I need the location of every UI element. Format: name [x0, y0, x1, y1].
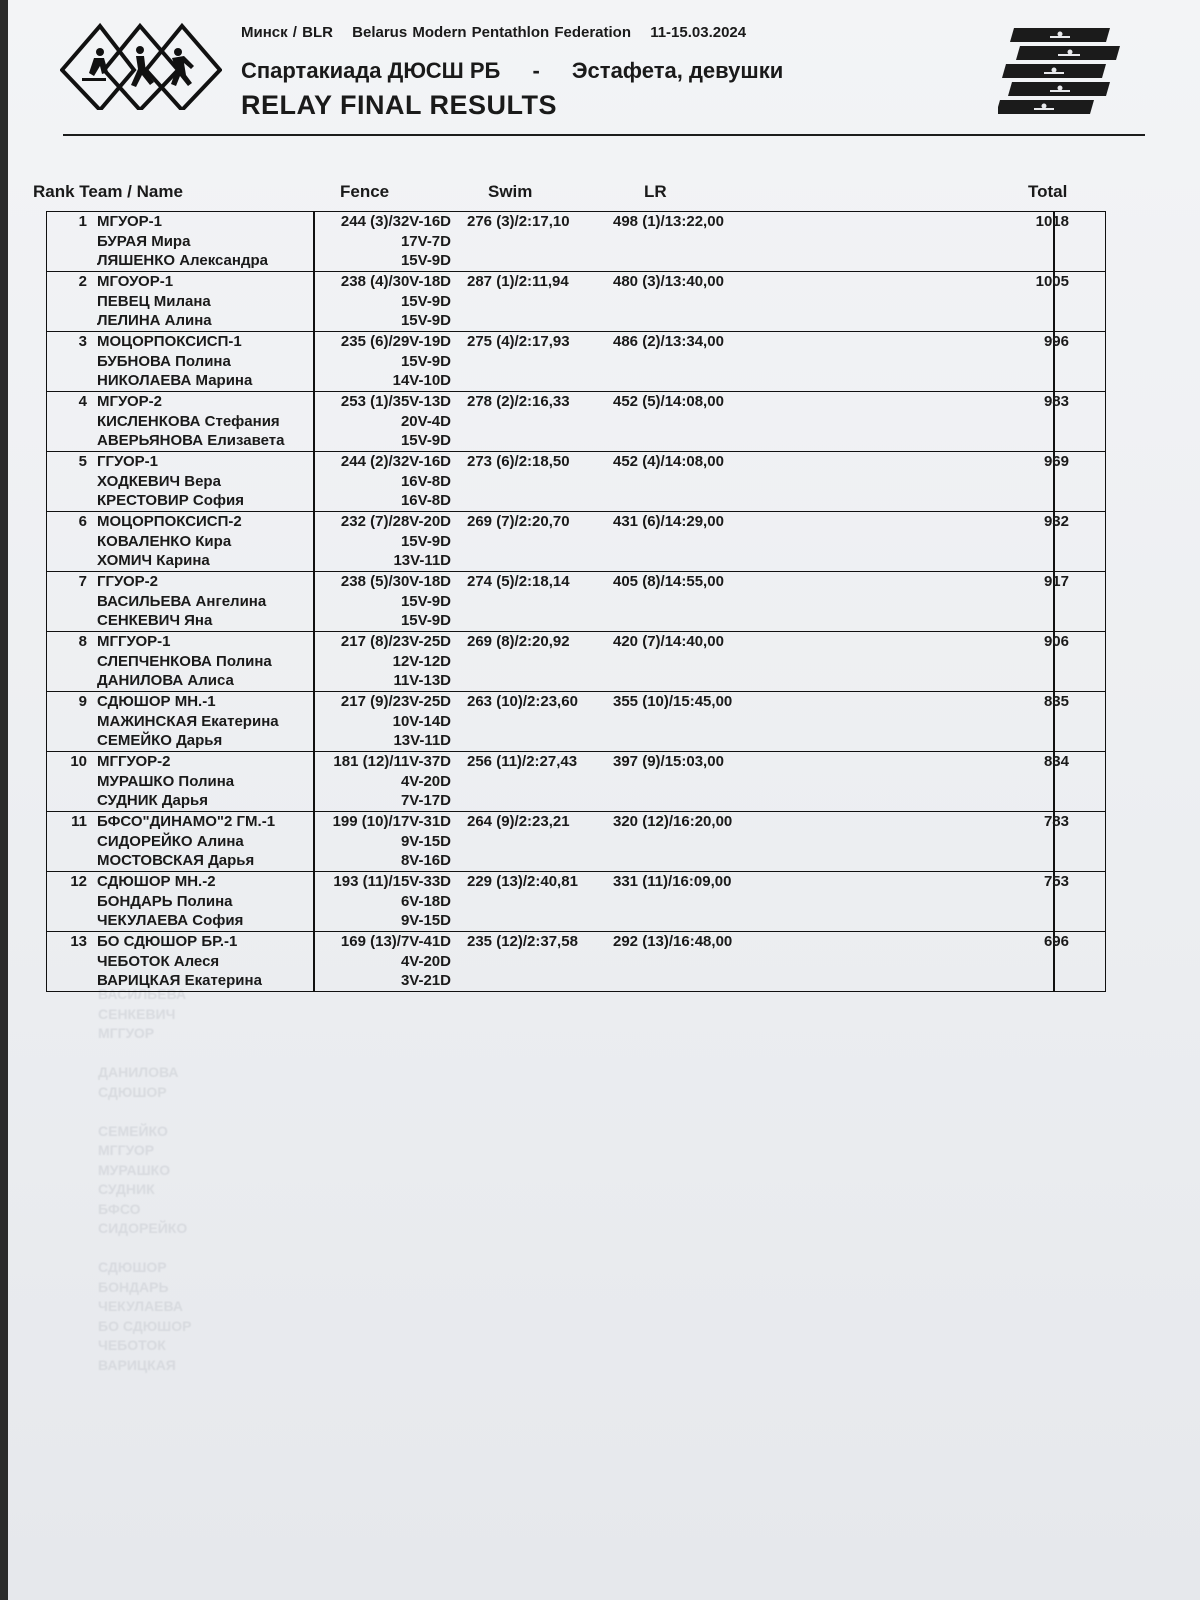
result-rank: 11 — [71, 813, 87, 830]
team-name: МГУОР-1 — [97, 213, 162, 230]
athlete-name: КИСЛЕНКОВА Стефания — [97, 412, 280, 430]
athlete-name: КОВАЛЕНКО Кира — [97, 532, 232, 550]
table-row — [47, 812, 1105, 872]
athlete-fence-score: 4V-20D — [400, 952, 451, 970]
fence-score: 199 (10)/17V-31D — [332, 813, 451, 830]
athlete-fence-score: 6V-18D — [400, 892, 451, 910]
athlete-fence-score: 7V-17D — [400, 792, 451, 809]
athlete-fence-score: 15V-9D — [400, 292, 451, 310]
athlete-name: НИКОЛАЕВА Марина — [97, 372, 253, 389]
fence-score: 244 (2)/32V-16D — [340, 453, 451, 470]
laser-run-score: 320 (12)/16:20,00 — [613, 813, 733, 830]
laser-run-score: 486 (2)/13:34,00 — [613, 333, 724, 350]
athlete-fence-score: 13V-11D — [393, 732, 451, 749]
result-rank: 4 — [78, 393, 87, 410]
total-points: 835 — [1043, 693, 1069, 710]
total-points: 932 — [1043, 513, 1069, 530]
total-points: 1005 — [1035, 273, 1069, 290]
laser-run-score: 498 (1)/13:22,00 — [613, 213, 724, 230]
fence-score: 193 (11)/15V-33D — [333, 873, 451, 890]
table-row — [47, 692, 1105, 752]
athlete-name: МОСТОВСКАЯ Дарья — [97, 852, 255, 869]
fence-score: 217 (8)/23V-25D — [340, 633, 451, 650]
athlete-fence-score: 16V-8D — [400, 492, 451, 509]
result-rank: 2 — [78, 273, 87, 290]
athlete-name: БУБНОВА Полина — [97, 352, 231, 370]
fence-score: 238 (4)/30V-18D — [340, 273, 451, 290]
athlete-fence-score: 9V-15D — [400, 912, 451, 929]
location: Минск / BLR — [241, 24, 333, 41]
athlete-name: ХОДКЕВИЧ Вера — [97, 472, 221, 490]
total-points: 783 — [1043, 813, 1069, 830]
team-name: ГГУОР-1 — [97, 453, 158, 470]
result-rank: 9 — [78, 693, 87, 710]
athlete-name: ЛЯШЕНКО Александра — [97, 252, 268, 269]
table-row — [47, 392, 1105, 452]
swim-score: 264 (9)/2:23,21 — [467, 813, 570, 830]
result-rank: 3 — [78, 333, 87, 350]
athlete-fence-score: 17V-7D — [400, 232, 451, 250]
total-points: 834 — [1043, 753, 1069, 770]
athlete-name: КРЕСТОВИР София — [97, 492, 244, 509]
table-row — [47, 632, 1105, 692]
athlete-fence-score: 20V-4D — [400, 412, 451, 430]
swim-score: 275 (4)/2:17,93 — [467, 333, 570, 350]
athlete-fence-score: 4V-20D — [400, 772, 451, 790]
table-row — [47, 452, 1105, 512]
athlete-name: ХОМИЧ Карина — [97, 552, 210, 569]
fence-score: 253 (1)/35V-13D — [340, 393, 451, 410]
athlete-name: МУРАШКО Полина — [97, 772, 235, 790]
athlete-name: СЛЕПЧЕНКОВА Полина — [97, 652, 272, 670]
pentathlon-stripes-logo — [998, 26, 1138, 126]
athlete-fence-score: 15V-9D — [400, 532, 451, 550]
result-rank: 13 — [70, 933, 87, 950]
laser-run-score: 405 (8)/14:55,00 — [613, 573, 724, 590]
swim-score: 269 (7)/2:20,70 — [467, 513, 570, 530]
athlete-fence-score: 16V-8D — [400, 472, 451, 490]
swim-score: 229 (13)/2:40,81 — [467, 873, 578, 890]
swim-score: 287 (1)/2:11,94 — [467, 273, 569, 290]
swim-score: 235 (12)/2:37,58 — [467, 933, 578, 950]
total-points: 969 — [1043, 453, 1069, 470]
fence-score: 232 (7)/28V-20D — [340, 513, 451, 530]
athlete-name: ЛЕЛИНА Алина — [97, 312, 212, 329]
athlete-fence-score: 12V-12D — [392, 652, 451, 670]
athlete-fence-score: 13V-11D — [393, 552, 451, 569]
team-name: СДЮШОР МН.-1 — [97, 693, 216, 710]
athlete-name: ЧЕКУЛАЕВА София — [97, 912, 244, 929]
event-name: Эстафета, девушки — [571, 58, 784, 83]
total-points: 983 — [1043, 393, 1069, 410]
page-title: RELAY FINAL RESULTS — [241, 90, 558, 120]
result-rank: 5 — [78, 453, 87, 470]
athlete-fence-score: 8V-16D — [400, 852, 451, 869]
athlete-name: БУРАЯ Мира — [97, 232, 191, 250]
event-dates: 11-15.03.2024 — [650, 24, 747, 41]
column-header-fence: Fence — [340, 182, 390, 201]
swim-score: 276 (3)/2:17,10 — [467, 213, 570, 230]
fence-score: 181 (12)/11V-37D — [333, 753, 451, 770]
athlete-fence-score: 15V-9D — [400, 612, 451, 629]
laser-run-score: 452 (4)/14:08,00 — [613, 453, 724, 470]
athlete-fence-score: 15V-9D — [400, 432, 451, 449]
swim-score: 256 (11)/2:27,43 — [467, 753, 578, 770]
total-points: 996 — [1043, 333, 1069, 350]
result-rank: 8 — [78, 633, 87, 650]
athlete-fence-score: 15V-9D — [400, 252, 451, 269]
total-points: 1018 — [1035, 213, 1069, 230]
athlete-fence-score: 10V-14D — [392, 712, 451, 730]
team-name: БО СДЮШОР БР.-1 — [97, 933, 238, 950]
athlete-name: СИДОРЕЙКО Алина — [97, 832, 244, 850]
competition-name: Спартакиада ДЮСШ РБ — [241, 58, 501, 83]
table-row — [47, 572, 1105, 632]
athlete-fence-score: 9V-15D — [400, 832, 451, 850]
result-rank: 7 — [78, 573, 87, 590]
athlete-name: ПЕВЕЦ Милана — [97, 292, 211, 310]
athlete-fence-score: 3V-21D — [400, 972, 451, 989]
results-sheet — [8, 0, 1200, 1600]
fence-score: 244 (3)/32V-16D — [340, 213, 451, 230]
team-name: БФСО"ДИНАМО"2 ГМ.-1 — [97, 813, 276, 830]
athlete-name: ВАРИЦКАЯ Екатерина — [97, 972, 262, 989]
total-points: 906 — [1043, 633, 1069, 650]
total-points: 753 — [1043, 873, 1069, 890]
swim-score: 274 (5)/2:18,14 — [467, 573, 570, 590]
athlete-name: СЕМЕЙКО Дарья — [97, 732, 223, 749]
laser-run-score: 397 (9)/15:03,00 — [613, 753, 724, 770]
athlete-name: АВЕРЬЯНОВА Елизавета — [97, 432, 285, 449]
athlete-name: СЕНКЕВИЧ Яна — [97, 612, 213, 629]
athlete-name: ДАНИЛОВА Алиса — [97, 672, 234, 689]
laser-run-score: 480 (3)/13:40,00 — [613, 273, 724, 290]
fence-score: 169 (13)/7V-41D — [340, 933, 451, 950]
fence-score: 235 (6)/29V-19D — [340, 333, 451, 350]
athlete-fence-score: 15V-9D — [400, 352, 451, 370]
team-name: ГГУОР-2 — [97, 573, 158, 590]
result-rank: 1 — [78, 213, 87, 230]
athlete-name: ВАСИЛЬЕВА Ангелина — [97, 592, 267, 610]
fence-score: 217 (9)/23V-25D — [340, 693, 451, 710]
athlete-name: СУДНИК Дарья — [97, 792, 208, 809]
column-header-swim: Swim — [488, 182, 533, 201]
athlete-fence-score: 11V-13D — [393, 672, 451, 689]
athlete-name: ЧЕБОТОК Алеся — [97, 952, 220, 970]
swim-score: 269 (8)/2:20,92 — [467, 633, 570, 650]
athlete-fence-score: 14V-10D — [392, 372, 451, 389]
result-rank: 12 — [70, 873, 87, 890]
swim-score: 263 (10)/2:23,60 — [467, 693, 578, 710]
federation-logo — [60, 18, 222, 110]
show-through-text: ВАСИЛЬЕВА СЕНКЕВИЧ МГГУОР ДАНИЛОВА СДЮШОР СЕМЕЙКО МГГУОР МУРАШКО СУДНИК БФСО СИДОРЕЙКО СДЮШОР БОНДАРЬ ЧЕКУЛАЕВА БО СДЮШОР ЧЕБОТОК ВАРИЦКАЯ — [98, 986, 192, 1373]
fence-score: 238 (5)/30V-18D — [340, 573, 451, 590]
laser-run-score: 292 (13)/16:48,00 — [613, 933, 733, 950]
team-name: МГУОР-2 — [97, 393, 162, 410]
table-row — [47, 932, 1105, 991]
team-name: МГОУОР-1 — [97, 273, 174, 290]
column-header-lr: LR — [644, 182, 667, 201]
swim-score: 278 (2)/2:16,33 — [467, 393, 570, 410]
laser-run-score: 331 (11)/16:09,00 — [613, 873, 732, 890]
swim-score: 273 (6)/2:18,50 — [467, 453, 570, 470]
total-points: 917 — [1043, 573, 1069, 590]
column-header-rank-team: Rank Team / Name — [33, 182, 183, 201]
table-row — [47, 752, 1105, 812]
team-name: МОЦОРПОКСИСП-2 — [97, 513, 242, 530]
athlete-name: МАЖИНСКАЯ Екатерина — [97, 712, 279, 730]
results-table — [46, 211, 1106, 992]
header-meta-line — [241, 24, 760, 41]
result-rank: 6 — [78, 513, 87, 530]
team-name: МГГУОР-2 — [97, 753, 171, 770]
table-row — [47, 872, 1105, 932]
table-row — [47, 332, 1105, 392]
table-row — [47, 212, 1105, 272]
team-name: СДЮШОР МН.-2 — [97, 873, 216, 890]
laser-run-score: 452 (5)/14:08,00 — [613, 393, 724, 410]
header-divider — [63, 134, 1145, 136]
laser-run-score: 355 (10)/15:45,00 — [613, 693, 733, 710]
header-separator: - — [532, 58, 540, 83]
result-rank: 10 — [70, 753, 87, 770]
team-name: МОЦОРПОКСИСП-1 — [97, 333, 242, 350]
athlete-fence-score: 15V-9D — [400, 312, 451, 329]
total-points: 696 — [1043, 933, 1069, 950]
athlete-name: БОНДАРЬ Полина — [97, 892, 233, 910]
column-header-total: Total — [1028, 182, 1068, 201]
table-row — [47, 512, 1105, 572]
federation-name: Belarus Modern Pentathlon Federation — [352, 24, 632, 41]
laser-run-score: 431 (6)/14:29,00 — [613, 513, 724, 530]
table-row — [47, 272, 1105, 332]
team-name: МГГУОР-1 — [97, 633, 171, 650]
athlete-fence-score: 15V-9D — [400, 592, 451, 610]
competition-line — [241, 58, 809, 84]
laser-run-score: 420 (7)/14:40,00 — [613, 633, 724, 650]
